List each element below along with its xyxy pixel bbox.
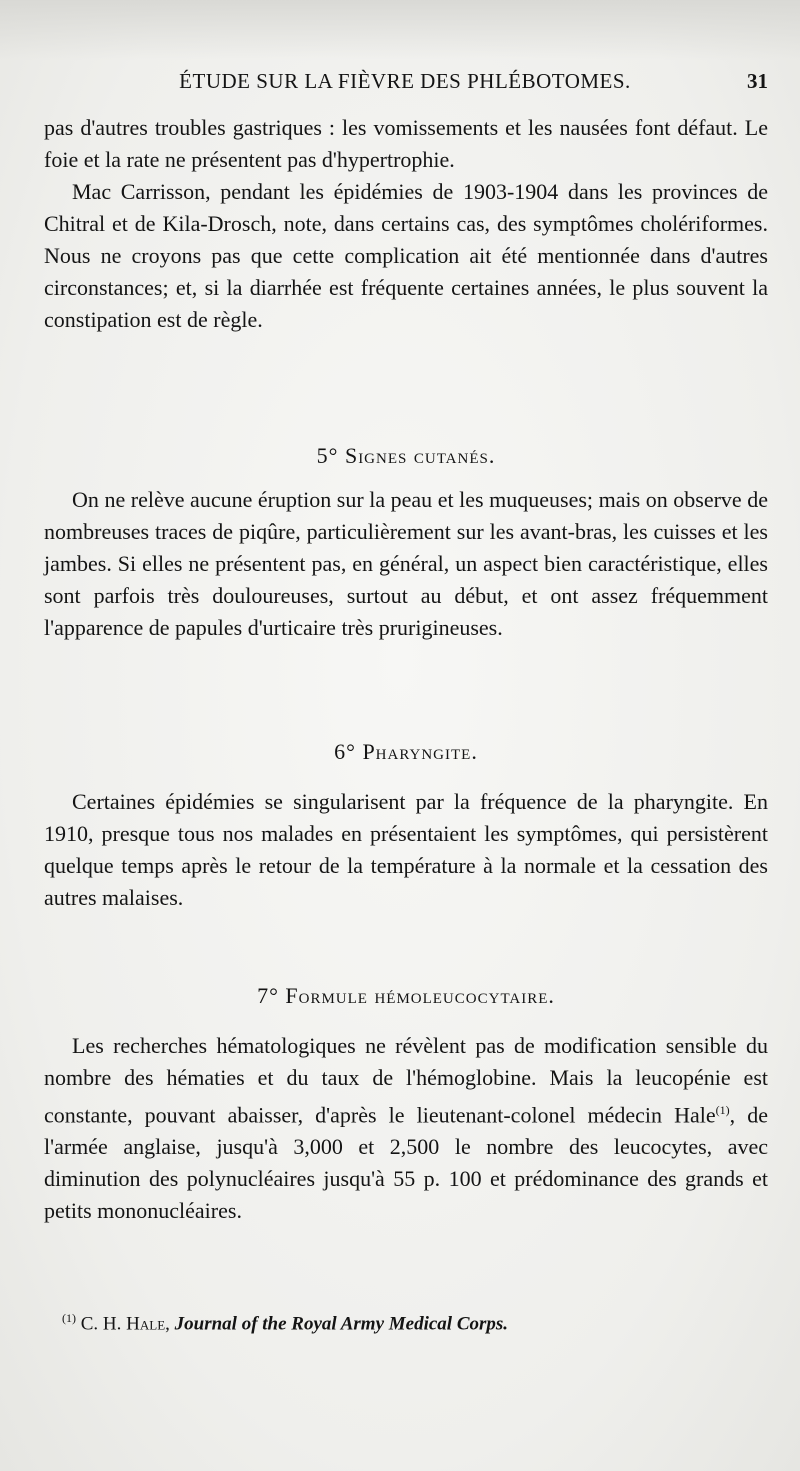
paragraph-formule xyxy=(44,1030,768,1227)
footnote-marker: (1) xyxy=(62,1311,76,1325)
running-title: ÉTUDE SUR LA FIÈVRE DES PHLÉBOTOMES. xyxy=(179,69,631,93)
section-heading-pharyngite xyxy=(44,736,768,768)
footnote-reference: (1) xyxy=(715,1103,730,1117)
paragraph-5-part-1: Les recherches hématologiques ne révèlent pas de modification sensible du nombre des hématies et du taux de l'hémoglobine. Mais la leucopénie est constante, pouvant abaisser, d'après le lieutenant-colonel médecin Hale xyxy=(44,1033,768,1128)
paragraph-1: pas d'autres troubles gastriques : les vomissements et les nausées font défaut. Le foie et la rate ne présentent pas d'hypertrophie. xyxy=(44,115,768,172)
paragraph-3: On ne relève aucune éruption sur la peau et les muqueuses; mais on observe de nombreuses traces de piqûre, particulièrement sur les avant-bras, les cuisses et les jambes. Si elles ne présentent pas, en général, un aspect bien caractéristique, elles sont parfois très douloureuses, surtout au début, et ont assez fréquemment l'apparence de papules d'urticaire très prurigineuses. xyxy=(44,487,768,640)
paragraph-4: Certaines épidémies se singularisent par la fréquence de la pharyngite. En 1910, presque tous nos malades en présentaient les symptômes, qui persistèrent quelque temps après le retour de la température à la normale et la cessation des autres malaises. xyxy=(44,789,768,910)
running-head xyxy=(44,66,766,96)
paragraph-cutane xyxy=(44,484,768,644)
paragraph-5-part-2: , de l'armée anglaise, jusqu'à 3,000 et 2,500 le nombre des leucocytes, avec diminution des polynucléaires jusqu'à 55 p. 100 et prédominance des grands et petits mononucléaires. xyxy=(44,1102,769,1224)
heading-5-text: 5° Signes cutanés. xyxy=(316,443,496,468)
section-heading-formule xyxy=(44,980,768,1012)
footnote-author: C. H. Hale, xyxy=(80,1313,170,1335)
footnote-journal: Journal of the Royal Army Medical Corps. xyxy=(174,1313,509,1335)
scan-shadow xyxy=(0,0,800,60)
section-heading-signes-cutanes xyxy=(44,440,768,472)
paragraph-2: Mac Carrisson, pendant les épidémies de 1903-1904 dans les provinces de Chitral et de Kila-Drosch, note, dans certains cas, des symptômes cholériformes. Nous ne croyons pas que cette complication ait été mentionnée dans d'autres circonstances; et, si la diarrhée est fréquente certaines années, le plus souvent la constipation est de règle. xyxy=(44,179,768,332)
paragraph-pharyngite xyxy=(44,786,768,914)
footnote xyxy=(62,1304,762,1338)
heading-6-text: 6° Pharyngite. xyxy=(334,739,478,764)
paragraph-5 xyxy=(44,1030,768,1227)
heading-7-text: 7° Formule hémoleucocytaire. xyxy=(257,983,555,1008)
page-number: 31 xyxy=(747,69,768,93)
paragraph-digestive xyxy=(44,112,768,336)
